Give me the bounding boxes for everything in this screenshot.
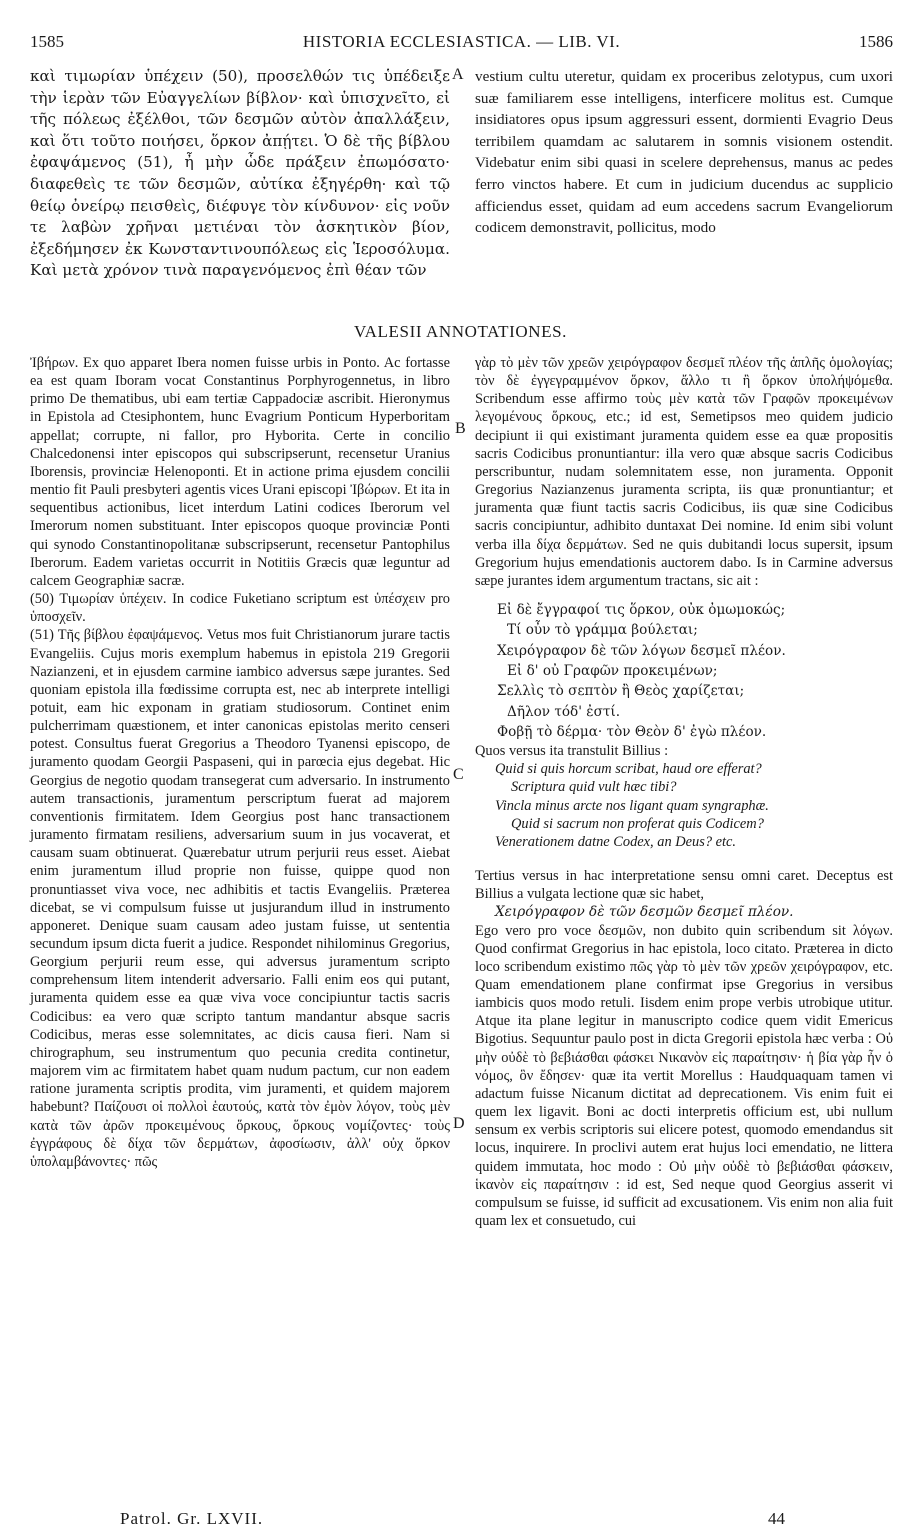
annotation-right-end: Ego vero pro voce δεσμῶν, non dubito quin scribendum sit λόγων. Quod confirmat Gregorius in hac epistola, loco citato. Præterea in dicto loco scribendum existimo πῶς γὰρ τὸ μὲν τῶν χρεῶν χειρόγραφον, etc. Quam emendationem plane confirmat ipse Gregorius in versibus iambicis quos modo retuli. Iisdem enim prope verbis utrobique utitur. Atque ita plane legitur in manuscripto codice quem vidit Emericus Bigotius. Sequuntur paulo post in dicta Gregorii epistola hæc verba : Οὐ μὴν οὐδὲ τὸ βεβιάσθαι φάσκει Νικανὸν εἰς παραίτησιν· ἡ βία γὰρ ἦν ὁ νόμος, ὃν ἔδησεν· quæ ita vertit Morellus : Haudquaquam tamen vi adactum fuisse Nicanum dictitat ad deprecationem. Vis enim fuit ei quem lex ligavit. Boni ac docti interpretis officium est, ubi nullum sensum ex verbis scriptoris sui elicere potest, quomodo emendandus sit locus, inquirere. In proclivi autem erat hujus loci emendatio, ne littera quidem immutata, hoc modo : Οὐ μὴν οὐδὲ τὸ βεβιάσθαι φάσκειν, ἱκανὸν εἰς παραίτησιν : id est, Sed neque quod Georgius asserit vi compulsum se fuisse, id sufficit ad excusationem. Vis enim non alia fuit quam lex et consuetudo, cui xyxy=(475,922,893,1230)
greek-verse-quote: Χειρόγραφον δὲ τῶν δεσμῶν δεσμεῖ πλέον. xyxy=(495,904,794,921)
footer-series: Patrol. Gr. LXVII. xyxy=(120,1509,264,1528)
margin-marker-a: A xyxy=(452,66,464,83)
latin-text: vestium cultu uteretur, quidam ex proceribus zelotypus, cum uxori suæ familiarem esse intelligens, interficere molitus est. Cumque insidiatores opus ipsum aggressuri essent, dormienti Evagrio Deus terribilem quamdam ac salutarem in somnis visionem ostendit. Videbatur enim sibi quasi in scelere deprehensus, manus ac pedes ferro vinctos habere. Et cum in judicium ducendus ac supplicio afficiendus esset, quidam ad eum accedens sacrum Evangeliorum codicem demonstravit, pollicitus, modo xyxy=(475,68,893,237)
latin-poem-line: Vincla minus arcte nos ligant quam syngraphæ. xyxy=(495,797,769,814)
latin-poem-line: Venerationem datne Codex, an Deus? etc. xyxy=(495,833,736,850)
poem-line: Χειρόγραφον δὲ τῶν λόγων δεσμεῖ πλέον. xyxy=(497,642,786,659)
latin-poem xyxy=(475,760,893,851)
running-title: HISTORIA ECCLESIASTICA. — LIB. VI. xyxy=(302,32,621,51)
page-number-right: 1586 xyxy=(859,32,893,51)
latin-translation-column xyxy=(475,66,893,239)
annotations-left-column xyxy=(30,354,450,1171)
billius-intro: Quos versus ita transtulit Billius : xyxy=(475,743,669,760)
poem-line: Εἰ δὲ ἔγγραφοί τις ὅρκον, οὐκ ὀμωμοκώς; xyxy=(497,602,786,619)
margin-marker-c: C xyxy=(453,766,464,783)
poem-line: Τί οὖν τὸ γράμμα βούλεται; xyxy=(507,622,698,639)
spacer xyxy=(475,851,893,867)
annotation-right-after: Tertius versus in hac interpretatione sensu omni caret. Deceptus est Billius a vulgata lectione quæ sic habet, xyxy=(475,868,893,903)
poem-line: Δῆλον τόδ' ἐστί. xyxy=(507,703,621,720)
greek-poem xyxy=(475,600,893,742)
poem-line: Σελλὶς τὸ σεπτὸν ἢ Θεὸς χαρίζεται; xyxy=(497,683,745,700)
latin-poem-line: Quid si quis horcum scribat, haud ore efferat? xyxy=(495,761,762,778)
greek-text: καὶ τιμωρίαν ὑπέχειν (50), προσελθών τις ὑπέδειξε τὴν ἱερὰν τῶν Εὐαγγελίων βίβλον· καὶ ὑπισχνεῖτο, εἰ τῆς πόλεως ἐξέλθοι, τῶν δεσμῶν αὐτὸν ἀπαλλάξειν, καὶ ὅτι τοῦτο ποιήσει, ὅρκον ἀπῄτει. Ὁ δὲ τῆς βίβλου ἐφαψάμενος (51), ἦ μὴν ὧδε πράξειν ἐπωμόσατο· διαφεθεὶς τε τῶν δεσμῶν, αὐτίκα ἐξηγέρθη· καὶ τῷ θείῳ ὀνείρῳ πεισθεὶς, διέφυγε τὸν κίνδυνον· εἰς νοῦν τε λαβὼν χρῆναι μετιέναι τὸν ἀσκητικὸν βίον, ἐξεδήμησεν ἐκ Κωνσταντινουπόλεως εἰς Ἱεροσόλυμα. Καὶ μετὰ χρόνον τινὰ παραγενόμενος ἐπὶ θέαν τῶν xyxy=(30,67,450,280)
margin-marker-d: D xyxy=(453,1115,465,1132)
margin-marker-b: B xyxy=(455,420,466,437)
section-title: VALESII ANNOTATIONES. xyxy=(353,322,568,341)
latin-poem-line: Quid si sacrum non proferat quis Codicem? xyxy=(511,815,764,832)
page-number-left: 1585 xyxy=(30,32,64,51)
running-header xyxy=(30,32,893,56)
annotation-50: (50) Τιμωρίαν ὑπέχειν. In codice Fuketiano scriptum est ὑπέσχειν pro ὑποσχεῖν. xyxy=(30,591,450,626)
annotations-right-column xyxy=(475,354,893,1230)
annotation-51: (51) Τῆς βίβλου ἐφαψάμενος. Vetus mos fuit Christianorum jurare tactis Evangeliis. Cujus moris exemplum habemus in epistola 219 Gregorii Nazianzeni, et in ejusdem carmine iambico adversus sæpe jurantes. Sed quoniam epistola illa fœdissime corrupta est, nec ab interprete intelligi potuit, eam hic exponam in gratiam studiosorum. Continet enim pulcherrimam quæstionem, et inter canonicas epistolas merito censeri potest. Consultus fuerat Gregorius a Theodoro Tyanensi episcopo, de juramento quodam Georgii Paspaseni, qui in parœcia ejus degebat. Hic Georgius de negotio quodam transegerat cum adversario. In instrumento autem transactionis, juramentum perscriptum fuerat ad majorem conventionis firmitatem. Idem Georgius post hanc transactionem juramento firmatam resiliens, adversarium suum in jus vocaverat, et causam suam obtinuerat. Quærebatur utrum perjurii reus esset. Aiebat enim juramentum illud proprie non fuisse, quippe quod non pronuntiasset viva voce, nec adhibitis et tactis Evangeliis. Præterea dicebat, se vi compulsum fuisse ut jusjurandum illud in instrumento apponeret. Denique suam causam adeo justam fuisse, ut sententia secundum ipsum dicta fuerit a judice. Respondet nihilominus Gregorius, Georgium perjurii reum esse, qui adversus juramentum scripto comprehensum litem intenderit adversario. Falli enim eos qui putant, juramenta quidem esse ea quæ viva voce concipiuntur tactis sacris Codicibus: ea vero quæ scripto tantum mandantur absque sacris Codicibus, meras esse solemnitates, ac dicis causa fieri. Nam si chirographum, seu instrumentum quo pecunia credita continetur, majorem vim ac firmitatem habet quam nudum pactum, cur non eadem ratione juramenta scriptis prodita, vim juramenti, et quidem majorem habebunt? Παίζουσι οἱ πολλοὶ ἑαυτούς, κατὰ τὸν ἐμὸν λόγον, τοὺς μὲν κατὰ τῶν ἀρῶν προκειμένους ὅρκους, ὅρκους νομίζοντες· τοὺς ἐγγράφους δὲ δίχα τῶν δερμάτων, ἀφοσίωσιν, ἀλλ' οὐχ ὅρκον ὑπολαμβάνοντες· πῶς xyxy=(30,627,450,1170)
latin-poem-line: Scriptura quid vult hæc tibi? xyxy=(511,779,677,796)
annotation-right-intro: γὰρ τὸ μὲν τῶν χρεῶν χειρόγραφον δεσμεῖ πλέον τῆς ἁπλῆς ὁμολογίας; τὸν δὲ ἐγγεγραμμένον ὅρκον, ἄλλο τι ἢ ὅρκον ὑπολήψόμεθα. Scribendum esse affirmo τοὺς μὲν κατὰ τῶν Γραφῶν προκειμένων λεγομένους ὅρκους, etc.; id est, Semetipsos meo quidem judicio decipiunt ii qui existimant juramenta quidem esse ea quæ propositis sacris Codicibus pronuntiantur: illa vero quæ absque sacris Codicibus perscribuntur, nudam solemnitatem esse, non juramenta. Opponit Gregorius Nazianzenus juramenta scripta, iis quæ pronuntiantur; et juramenta quæ fiunt tactis sacris Codicibus, iis quæ sine Codicibus sacris concipiuntur, adhibito duntaxat Dei nomine. Id enim sibi volunt verba illa δίχα δερμάτων. Sed ne quis dubitandi locus supersit, ipsum Gregorium hujus emendationis auctorem dabo. Is in Carmine adversus sæpe jurantes idem argumentum tractans, sic ait : xyxy=(475,355,893,589)
annotation-iberon: Ἰβήρων. Ex quo apparet Ibera nomen fuisse urbis in Ponto. Ac fortasse ea est quam Iboram vocat Constantinus Porphyrogennetus, in libro primo De thematibus, ubi eam tertiæ Cappadociæ ascribit. Hieronymus in Epistola ad Ctesiphontem, hunc Evagrium Ponticum Hyperboritam appellat; corrupte, ni fallor, pro Hyborita. Certe in concilio Chalcedonensi inter episcopos qui subscripserunt, recensetur Uranius Iborensis, provinciæ Helenoponti. Et in actione prima ejusdem concilii mentio fit Pauli presbyteri agentis vices Urani episcopi Ἰβώρων. Et ita in sequentibus actionibus, licet interdum Latini codices Iberorum vel Imerorum nomen substituant. Inter episcopos quoque provinciæ Ponti qui synodo Constantinopolitanæ subscripserunt, recensetur Pantophilus Iberorum. Eadem varietas occurrit in Notitiis Græcis quæ leguntur ad calcem Geographiæ sacræ. xyxy=(30,355,450,589)
greek-text-column xyxy=(30,66,450,282)
footer-signature: 44 xyxy=(768,1509,785,1528)
poem-line: Εἰ δ' οὐ Γραφῶν προκειμένων; xyxy=(507,662,718,679)
poem-line: Φοβῇ τὸ δέρμα· τὸν Θεὸν δ' ἐγὼ πλέον. xyxy=(497,723,767,740)
